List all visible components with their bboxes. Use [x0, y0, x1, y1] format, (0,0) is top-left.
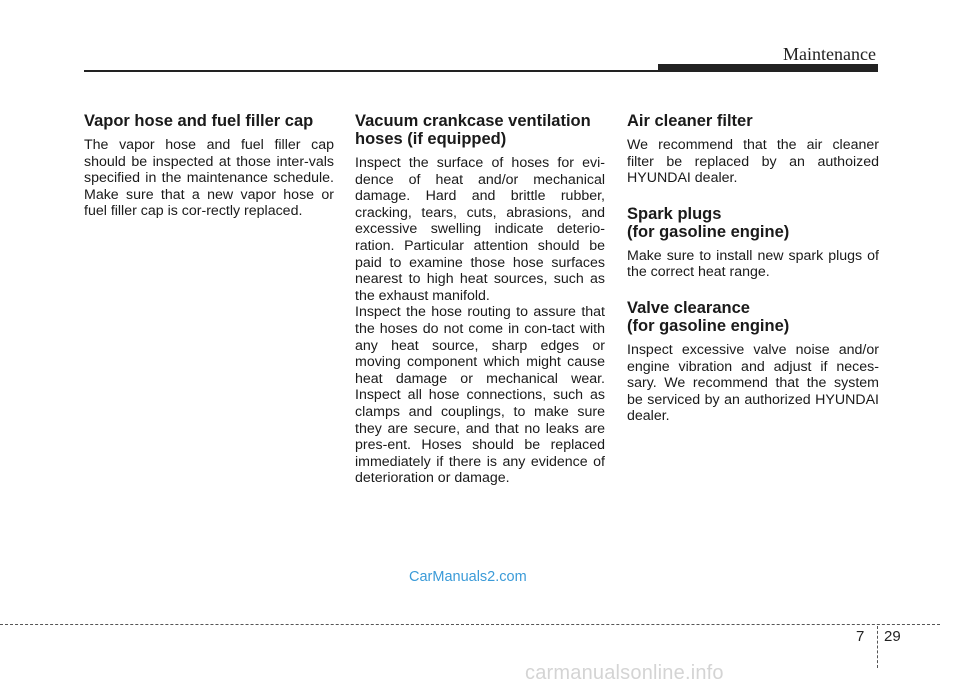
page-chapter-number: 7 [856, 628, 865, 645]
column-right [627, 112, 879, 425]
section-body: Make sure to install new spark plugs of the correct heat range. [627, 247, 879, 281]
footer-dashed-rule [0, 624, 940, 625]
page-number: 29 [884, 628, 901, 645]
section-body: Inspect the surface of hoses for evi-dence of heat and/or mechanical damage. Hard and brittle rubber, cracking, tears, cuts, abrasions, and excessive swelling indicate deterio-ration. Particular attention should be paid to examine those hose surfaces nearest to high heat sources, such as the exhaust manifold. Inspect the hose routing to assure that the hoses do not come in con-tact with any heat source, sharp edges or moving component which might cause heat damage or mechanical wear. Inspect all hose connections, such as clamps and couplings, to make sure they are secure, and that no leaks are pres-ent. Hoses should be replaced immediately if there is any evidence of deterioration or damage. [355, 155, 605, 487]
section-heading: Vacuum crankcase ventilation hoses (if equipped) [355, 112, 591, 148]
header-rule-thin [84, 70, 660, 72]
section-air-cleaner [627, 112, 879, 187]
section-heading: Spark plugs (for gasoline engine) [627, 204, 790, 241]
section-gap [627, 281, 879, 299]
page-header-title: Maintenance [783, 44, 876, 64]
section-heading: Vapor hose and fuel filler cap [84, 112, 314, 130]
watermark-carmanuals2: CarManuals2.com [409, 569, 527, 585]
section-gap [627, 187, 879, 205]
column-left [84, 112, 334, 220]
header-rule-thick [658, 64, 878, 72]
section-heading: Valve clearance (for gasoline engine) [627, 298, 790, 335]
section-body: The vapor hose and fuel filler cap should be inspected at those inter-vals specified in the maintenance schedule. Make sure that a new vapor hose or fuel filler cap is cor-rectly replaced. [84, 137, 334, 220]
section-heading: Air cleaner filter [627, 112, 753, 130]
section-valve-clearance [627, 299, 879, 425]
column-middle [355, 112, 605, 487]
section-spark-plugs [627, 205, 879, 281]
section-body: Inspect excessive valve noise and/or engine vibration and adjust if neces-sary. We recommend that the system be serviced by an authorized HYUNDAI dealer. [627, 341, 879, 425]
section-vapor-hose [84, 112, 334, 220]
section-vacuum-crankcase [355, 112, 605, 487]
footer-dashed-tick [877, 626, 878, 668]
section-body: We recommend that the air cleaner filter be replaced by an authoized HYUNDAI dealer. [627, 137, 879, 187]
watermark-carmanualsonline: carmanualsonline.info [525, 662, 724, 684]
